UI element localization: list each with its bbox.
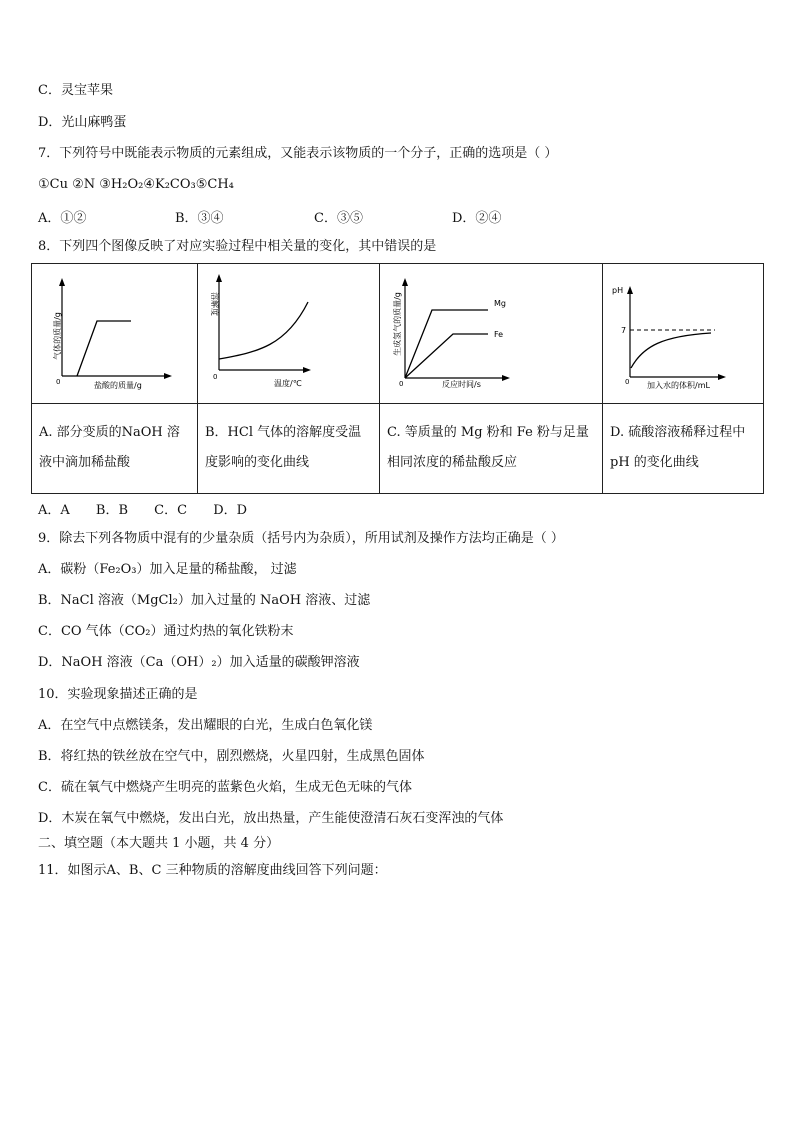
chart-a-ylabel: 气体的质量/g (53, 312, 62, 360)
x-axis-arrow-icon (164, 373, 172, 379)
section-2-title: 二、填空题（本大题共 1 小题，共 4 分） (38, 836, 280, 851)
chart-b-cell (198, 264, 380, 404)
q10-stem: 10．实验现象描述正确的是 (38, 687, 198, 702)
q10-option-c[interactable]: C．硫在氧气中燃烧产生明亮的蓝紫色火焰，生成无色无味的气体 (38, 780, 412, 795)
q10-option-a[interactable]: A．在空气中点燃镁条，发出耀眼的白光，生成白色氧化镁 (38, 718, 373, 733)
chart-c-ylabel: 生成氢气的质量/g (393, 292, 402, 356)
chart-d-origin: 0 (625, 378, 630, 386)
q9-option-c[interactable]: C．CO 气体（CO₂）通过灼热的氧化铁粉末 (38, 624, 294, 639)
q9-stem: 9．除去下列各物质中混有的少量杂质（括号内为杂质），所用试剂及操作方法均正确是（ ） (38, 531, 564, 546)
x-axis-arrow-icon (502, 375, 510, 381)
q11-stem: 11．如图示A、B、C 三种物质的溶解度曲线回答下列问题： (38, 863, 387, 878)
chart-c-origin: 0 (399, 380, 404, 388)
series-fe-label: Fe (494, 330, 504, 339)
q9-option-a[interactable]: A．碳粉（Fe₂O₃）加入足量的稀盐酸， 过滤 (38, 562, 297, 577)
chart-b-graph (198, 264, 378, 399)
q8-option-c[interactable]: C．C (154, 503, 188, 518)
chart-c-graph (380, 264, 601, 399)
caption-b: B．HCl 气体的溶解度受温度影响的变化曲线 (198, 404, 380, 494)
q7-symbols: ①Cu ②N ③H₂O₂④K₂CO₃⑤CH₄ (38, 177, 234, 192)
chart-a-cell (32, 264, 198, 404)
chart-d-curve (631, 333, 711, 368)
chart-a-curve (77, 321, 131, 376)
chart-d-ylabel: pH (612, 286, 624, 295)
y-axis-arrow-icon (59, 278, 65, 286)
chart-a-graph (32, 264, 196, 399)
chart-a-origin: 0 (56, 378, 61, 386)
chart-d-cell (603, 264, 764, 404)
x-axis-arrow-icon (718, 374, 726, 380)
q9-option-d[interactable]: D．NaOH 溶液（Ca（OH）₂）加入适量的碳酸钾溶液 (38, 655, 360, 670)
series-mg-line (405, 310, 488, 378)
x-axis-arrow-icon (303, 367, 311, 373)
q9-option-b[interactable]: B．NaCl 溶液（MgCl₂）加入过量的 NaOH 溶液、过滤 (38, 593, 371, 608)
chart-b-xlabel: 温度/℃ (274, 379, 302, 388)
q10-option-b[interactable]: B．将红热的铁丝放在空气中，剧烈燃烧，火星四射，生成黑色固体 (38, 749, 425, 764)
chart-b-ylabel: 溶解度 (210, 292, 219, 316)
q7-option-c[interactable]: C．③⑤ (314, 211, 363, 226)
series-fe-line (405, 334, 488, 378)
y-axis-arrow-icon (216, 274, 222, 282)
q8-options (38, 499, 269, 518)
q7-option-a[interactable]: A．①② (38, 211, 87, 226)
chart-c-xlabel: 反应时间/s (442, 380, 481, 389)
q8-option-b[interactable]: B．B (95, 503, 129, 518)
chart-c-cell (380, 264, 603, 404)
q8-stem: 8．下列四个图像反映了对应实验过程中相关量的变化，其中错误的是 (38, 239, 437, 254)
y-axis-arrow-icon (627, 286, 633, 294)
q10-option-d[interactable]: D．木炭在氧气中燃烧，发出白光，放出热量，产生能使澄清石灰石变浑浊的气体 (38, 811, 504, 826)
q7-option-d[interactable]: D．②④ (452, 211, 502, 226)
caption-c: C. 等质量的 Mg 粉和 Fe 粉与足量相同浓度的稀盐酸反应 (380, 404, 603, 494)
chart-a-xlabel: 盐酸的质量/g (94, 381, 142, 390)
series-mg-label: Mg (494, 299, 506, 308)
chart-d-xlabel: 加入水的体积/mL (647, 381, 710, 390)
caption-a: A. 部分变质的NaOH 溶液中滴加稀盐酸 (32, 404, 198, 494)
chart-d-graph (603, 264, 762, 399)
q7-option-b[interactable]: B．③④ (175, 211, 224, 226)
q6-option-c: C．灵宝苹果 (38, 83, 113, 98)
q7-stem: 7．下列符号中既能表示物质的元素组成，又能表示该物质的一个分子，正确的选项是（ ） (38, 146, 558, 161)
q8-chart-table (31, 263, 764, 494)
q8-option-d[interactable]: D．D (213, 503, 248, 518)
y-axis-arrow-icon (402, 278, 408, 286)
chart-b-curve (219, 302, 308, 359)
chart-b-origin: 0 (213, 373, 218, 381)
q6-option-d: D．光山麻鸭蛋 (38, 115, 127, 130)
q8-option-a[interactable]: A．A (38, 503, 70, 518)
caption-d: D. 硫酸溶液稀释过程中pH 的变化曲线 (603, 404, 764, 494)
chart-d-tick-7: 7 (621, 326, 627, 335)
